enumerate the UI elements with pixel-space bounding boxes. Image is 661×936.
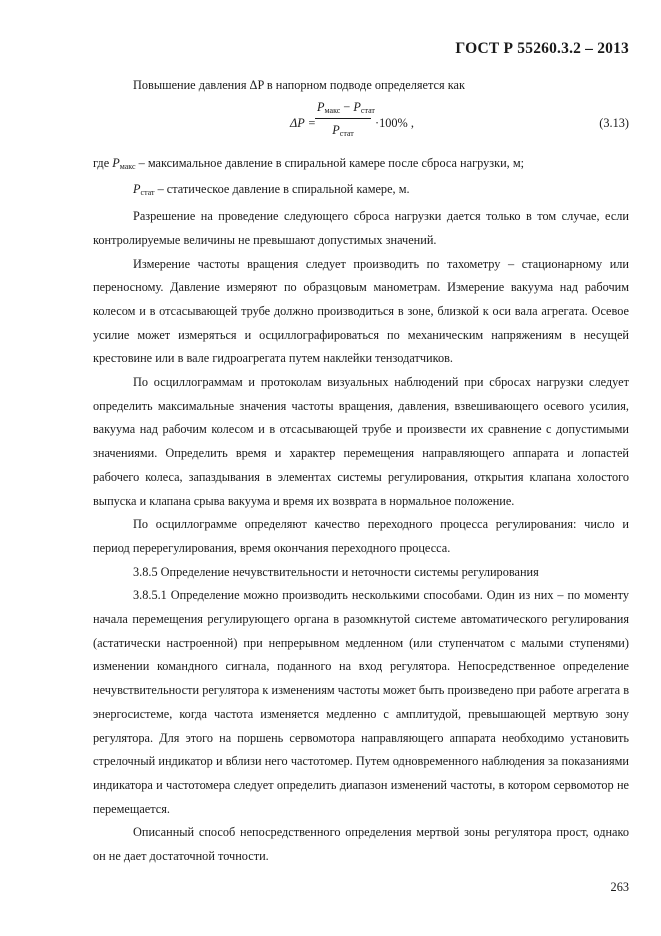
formula-fraction [315,99,375,145]
formula-number: (3.13) [599,115,629,130]
formula-3-13 [93,98,629,152]
section-heading-3-8-5: 3.8.5 Определение нечувствительности и неточности системы регулирования [133,564,539,579]
formula-denominator: $P_{стат}$ [332,122,354,138]
paragraph-3-8-5-1: 3.8.5.1 Определение можно производить несколькими способами. Один из них – по моменту начала перемещения регулирующего органа в разомкнутой системе автоматического регулирования (астатически настроенной) при непрерывном медленном (или ступенчатом с малыми ступенями) изменении командного сигнала, поданного на вход регулятора. Непосредственное определение нечувствительности регулятора к изменениям частоты может быть произведено при работе агрегата в энергосистеме, когда частота изменяется медленно с амплитудой, превышающей мертвую зону регулятора. Для этого на поршень сервомотора направляющего аппарата необходимо установить стрелочный индикатор и вблизи него частотомер. Путем одновременного наблюдения за показаниями индикатора и частотомера следует определить диапазон изменений частоты, в котором сервомотор не перемещается. [93,588,629,816]
paragraph-pressure-intro: Повышение давления ΔP в напорном подводе определяется как [133,78,465,92]
page-number: 263 [610,880,629,894]
definition-pmax: где $P_{макс}$ – максимальное давление в спиральной камере после сброса нагрузки, м; [93,155,525,171]
paragraph-dead-zone: Описанный способ непосредственного определения мертвой зоны регулятора прост, однако он не дает достаточной точности. [93,825,629,864]
paragraph-oscillograms: По осциллограммам и протоколам визуальных наблюдений при сбросах нагрузки следует определить максимальные значения частоты вращения, давления, взвешивающего осевого усилия, вакуума над рабочим колесом и в отсасывающей трубе и произвести их сравнение с допустимыми значениями. Определить время и характер перемещения направляющего аппарата и лопастей рабочего колеса, запаздывания в элементах системы регулирования, открытия клапана холостого выпуска и клапана срыва вакуума и время их возврата в нормальное положение. [93,375,629,508]
paragraph-transient: По осциллограмме определяют качество переходного процесса регулирования: число и период перерегулирования, время окончания переходного процесса. [93,517,629,555]
formula-lhs: ΔP = [290,115,316,130]
formula-rhs: ·100% , [375,115,414,130]
definition-pstat: $P_{стат}$ – статическое давление в спиральной камере, м. [133,182,410,198]
paragraph-next-drop: Разрешение на проведение следующего сброса нагрузки дается только в том случае, если контролируемые величины не превышают допустимых значений. [93,209,629,247]
formula-numerator: $P_{макс} - P_{стат}$ [315,100,371,119]
paragraph-measurement: Измерение частоты вращения следует производить по тахометру – стационарному или переносному. Давление измеряют по образцовым манометрам. Измерение вакуума над рабочим колесом и в отсасывающей трубе должно производиться в зоне, близкой к оси вала агрегата. Осевое усилие может измеряться и осциллографироваться по механическим напряжениям в несущей крестовине или в вале гидроагрегата путем наклейки тензодатчиков. [93,256,629,366]
standard-header: ГОСТ Р 55260.3.2 – 2013 [455,40,629,57]
document-body [93,74,629,869]
